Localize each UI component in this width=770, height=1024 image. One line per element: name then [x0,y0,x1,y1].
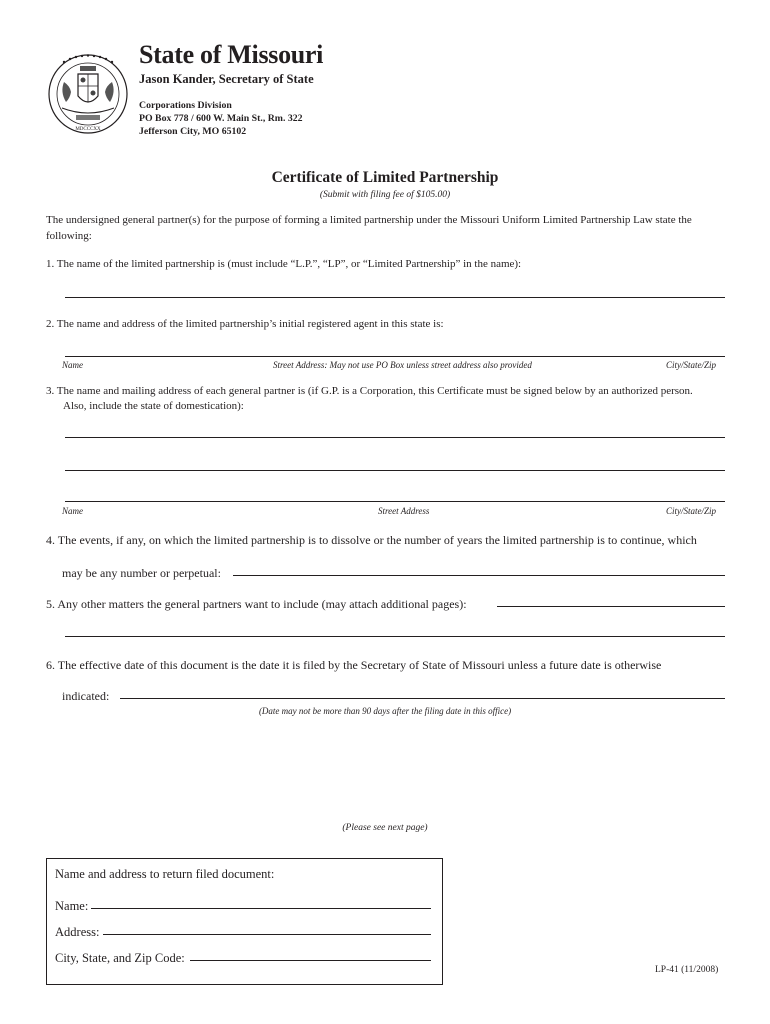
partnership-name-field[interactable] [65,297,725,298]
caption-name: Name [62,360,83,370]
item-3-label-cont: Also, include the state of domestication): [63,400,244,412]
form-number: LP-41 (11/2008) [655,965,719,975]
return-name-label: Name: [55,899,89,913]
mailing-address: PO Box 778 / 600 W. Main St., Rm. 322 [139,113,303,124]
return-box-heading: Name and address to return filed document: [55,867,275,881]
see-next-page: (Please see next page) [342,823,428,833]
date-caption: (Date may not be more than 90 days after the filing date in this office) [258,706,512,716]
caption-city-state-zip: City/State/Zip [666,506,717,516]
item-3-label: 3. The name and mailing address of each general partner is (if G.P. is a Corporation, this Certificate must be signed below by an authorized person. [46,385,693,397]
return-name-field[interactable] [91,908,431,909]
general-partner-field-1[interactable] [65,437,725,438]
item-5-label: 5. Any other matters the general partners want to include (may attach additional pages): [46,597,467,611]
return-address-field[interactable] [103,934,431,935]
division-name: Corporations Division [139,100,232,111]
dissolution-field[interactable] [233,575,725,576]
caption-name: Name [62,506,83,516]
item-4-label: 4. The events, if any, on which the limited partnership is to dissolve or the number of years the limited partnership is to continue, which [46,533,697,547]
other-matters-field-1[interactable] [497,606,725,607]
return-city-label: City, State, and Zip Code: [55,951,185,965]
caption-street-address: Street Address [378,506,430,516]
effective-date-field[interactable] [120,698,725,699]
svg-text:MDCCCXX: MDCCCXX [75,127,101,132]
form-title: Certificate of Limited Partnership [271,169,499,186]
secretary-name: Jason Kander, Secretary of State [139,72,314,86]
item-6-label: 6. The effective date of this document is the date it is filed by the Secretary of State of Missouri unless a future date is otherwise [46,658,662,672]
return-city-field[interactable] [190,960,431,961]
general-partner-field-2[interactable] [65,470,725,471]
caption-city-state-zip: City/State/Zip [666,360,717,370]
fee-note: (Submit with filing fee of $105.00) [319,190,451,200]
return-address-label: Address: [55,925,100,939]
caption-street-address: Street Address: May not use PO Box unless street address also provided [273,360,532,370]
item-2-label: 2. The name and address of the limited partnership’s initial registered agent in this state is: [46,318,444,330]
missouri-state-seal-icon [44,52,132,136]
item-4-label-cont: may be any number or perpetual: [62,566,221,580]
item-6-label-cont: indicated: [62,689,110,703]
other-matters-field-2[interactable] [65,636,725,637]
intro-text: The undersigned general partner(s) for the purpose of forming a limited partnership under the Missouri Uniform Limited Partnership Law state the following: [46,214,692,242]
registered-agent-field[interactable] [65,356,725,357]
general-partner-field-3[interactable] [65,501,725,502]
city-address: Jefferson City, MO 65102 [139,126,247,137]
page-title: State of Missouri [139,40,324,69]
item-1-label: 1. The name of the limited partnership is (must include “L.P.”, “LP”, or “Limited Partnership” in the name): [46,258,522,270]
return-address-box [46,858,443,985]
